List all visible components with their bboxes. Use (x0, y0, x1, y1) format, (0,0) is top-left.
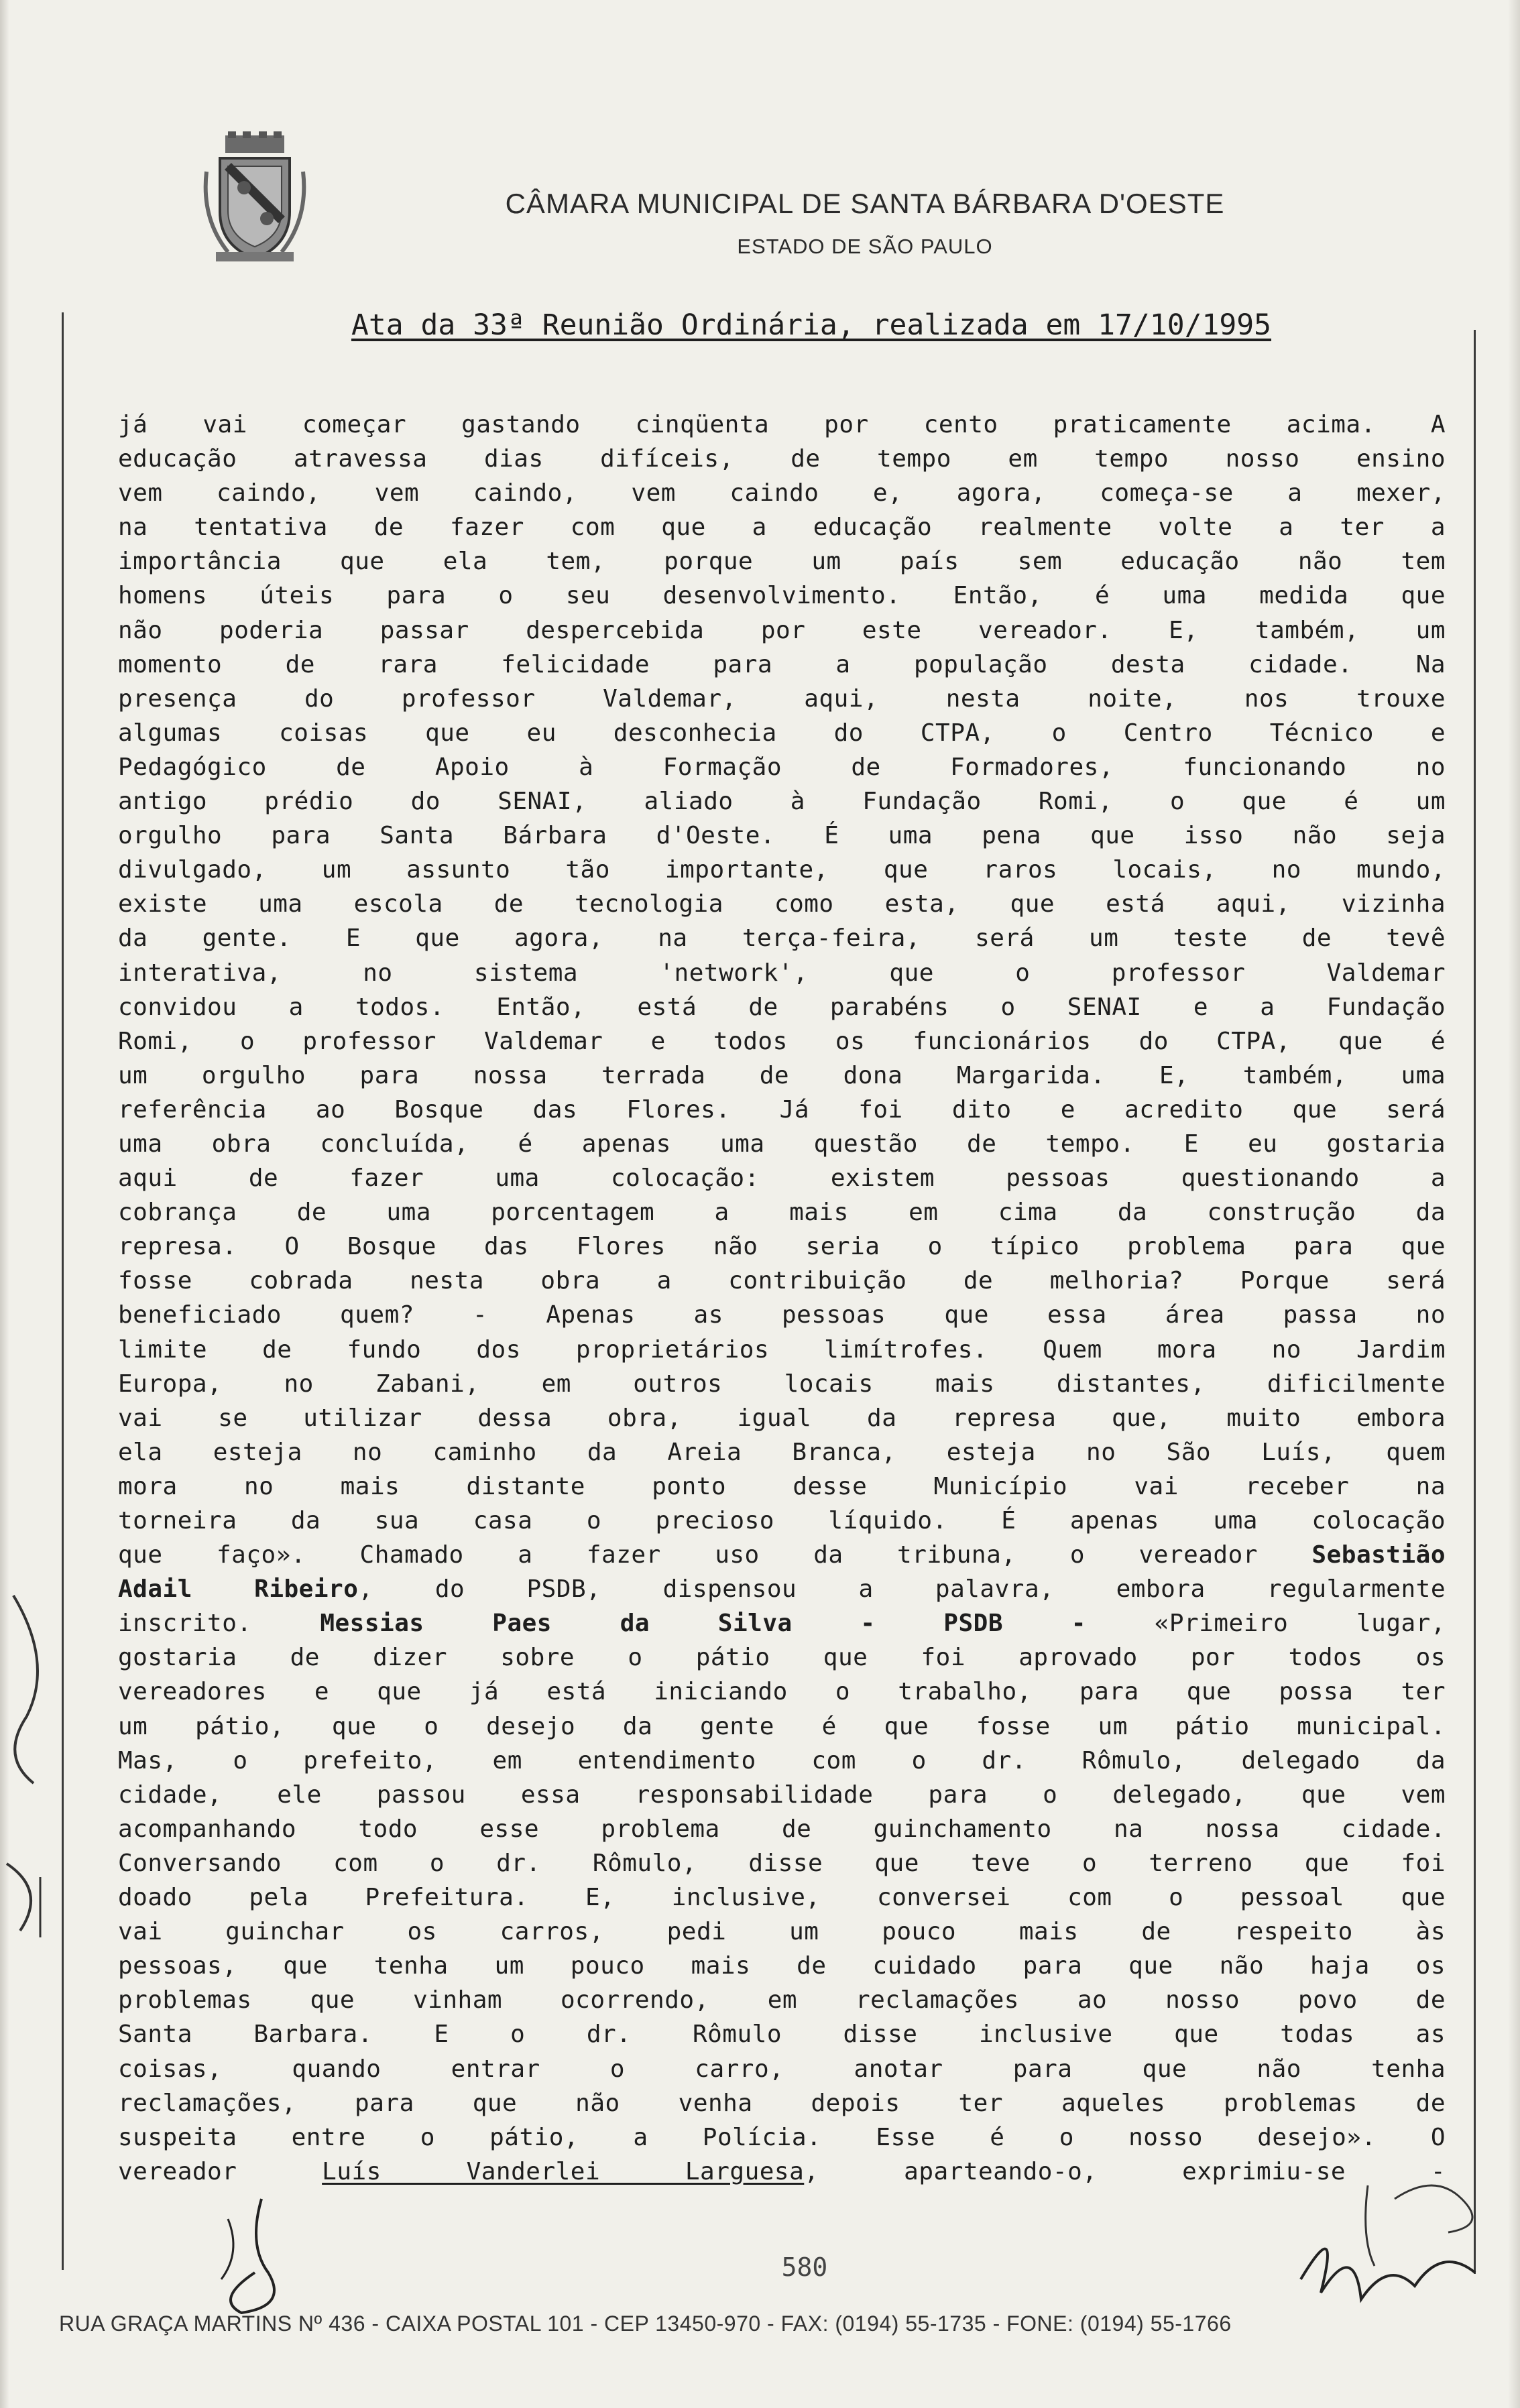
text-line: não poderia passar despercebida por este vereador. E, também, um (118, 616, 1446, 644)
text-line: limite de fundo dos proprietários limítrofes. Quem mora no Jardim (118, 1335, 1446, 1364)
text-line: convidou a todos. Então, está de parabéns o SENAI e a Fundação (118, 993, 1446, 1021)
margin-rule (62, 312, 64, 2270)
text-line: vai se utilizar dessa obra, igual da represa que, muito embora (118, 1404, 1446, 1432)
text-line (118, 1572, 1446, 1606)
text-line: educação atravessa dias difíceis, de tempo em tempo nosso ensino (118, 445, 1446, 473)
text-line: Conversando com o dr. Rômulo, disse que teve o terreno que foi (118, 1849, 1446, 1877)
page-number: 580 (781, 2252, 828, 2282)
page-edge (1508, 0, 1520, 2408)
text-line: suspeita entre o pátio, a Polícia. Esse é o nosso desejo». O (118, 2123, 1446, 2151)
text-line: da gente. E que agora, na terça-feira, será um teste de tevê (118, 924, 1446, 953)
text-line: represa. O Bosque das Flores não seria o típico problema para que (118, 1233, 1446, 1261)
text-line: beneficiado quem? - Apenas as pessoas que essa área passa no (118, 1301, 1446, 1329)
text-line: importância que ela tem, porque um país sem educação não tem (118, 548, 1446, 576)
text-line: Mas, o prefeito, em entendimento com o dr. Rômulo, delegado da (118, 1746, 1446, 1774)
text-line: orgulho para Santa Bárbara d'Oeste. É uma pena que isso não seja (118, 822, 1446, 850)
text-line: interativa, no sistema 'network', que o professor Valdemar (118, 959, 1446, 987)
text-fragment: vereador (118, 2157, 237, 2185)
text-line: Pedagógico de Apoio à Formação de Formadores, funcionando no (118, 753, 1446, 781)
text-line (118, 1606, 1446, 1640)
text-line: mora no mais distante ponto desse Município vai receber na (118, 1472, 1446, 1500)
text-line: um orgulho para nossa terrada de dona Margarida. E, também, uma (118, 1061, 1446, 1089)
text-line: uma obra concluída, é apenas uma questão de tempo. E eu gostaria (118, 1130, 1446, 1158)
text-line: antigo prédio do SENAI, aliado à Fundação Romi, o que é um (118, 788, 1446, 816)
text-line: Romi, o professor Valdemar e todos os funcionários do CTPA, que é (118, 1027, 1446, 1055)
text-line: fosse cobrada nesta obra a contribuição de melhoria? Porque será (118, 1267, 1446, 1295)
text-line: momento de rara felicidade para a população desta cidade. Na (118, 650, 1446, 678)
margin-rule (1474, 330, 1476, 2274)
text-line: cobrança de uma porcentagem a mais em cima da construção da (118, 1199, 1446, 1227)
coat-of-arms-icon (201, 131, 308, 265)
signature-mark-icon (201, 2192, 322, 2320)
footer-address: RUA GRAÇA MARTINS Nº 436 - CAIXA POSTAL 101 - CEP 13450-970 - FAX: (0194) 55-1735 - FONE: (0194) 55-1766 (59, 2311, 1232, 2336)
speaker-name: Adail Ribeiro (118, 1575, 359, 1604)
speaker-name: Luís Vanderlei Larguesa (322, 2157, 805, 2185)
text-line (118, 1538, 1446, 1572)
text-line: torneira da sua casa o precioso líquido. É apenas uma colocação (118, 1507, 1446, 1534)
text-fragment: inscrito. (118, 1610, 252, 1638)
text-line: vai guinchar os carros, pedi um pouco mais de respeito às (118, 1918, 1446, 1946)
institution-name: CÂMARA MUNICIPAL DE SANTA BÁRBARA D'OESTE (505, 188, 1225, 219)
text-line: algumas coisas que eu desconhecia do CTPA, o Centro Técnico e (118, 719, 1446, 747)
text-line: um pátio, que o desejo da gente é que fosse um pátio municipal. (118, 1712, 1446, 1740)
text-fragment: , aparteando-o, exprimiu-se - (804, 2157, 1446, 2185)
institution-state: ESTADO DE SÃO PAULO (737, 235, 993, 258)
text-line: já vai começar gastando cinqüenta por cento praticamente acima. A (118, 411, 1446, 438)
text-line: coisas, quando entrar o carro, anotar para que não tenha (118, 2055, 1446, 2083)
text-line: cidade, ele passou essa responsabilidade para o delegado, que vem (118, 1781, 1446, 1809)
text-line: referência ao Bosque das Flores. Já foi dito e acredito que será (118, 1095, 1446, 1124)
minutes-body (118, 408, 1446, 2189)
document-title: Ata da 33ª Reunião Ordinária, realizada em 17/10/1995 (351, 308, 1272, 342)
text-line: vereadores e que já está iniciando o trabalho, para que possa ter (118, 1678, 1446, 1706)
speaker-name: Sebastião (1311, 1541, 1446, 1569)
text-fragment: «Primeiro lugar, (1154, 1610, 1446, 1638)
speaker-name: Messias Paes da Silva - PSDB - (320, 1610, 1086, 1638)
text-line: problemas que vinham ocorrendo, em reclamações ao nosso povo de (118, 1986, 1446, 2014)
text-line: existe uma escola de tecnologia como esta, que está aqui, vizinha (118, 890, 1446, 918)
text-line: gostaria de dizer sobre o pátio que foi aprovado por todos os (118, 1644, 1446, 1672)
text-line: Santa Barbara. E o dr. Rômulo disse inclusive que todas as (118, 2021, 1446, 2049)
text-line: acompanhando todo esse problema de guinchamento na nossa cidade. (118, 1815, 1446, 1843)
text-line: doado pela Prefeitura. E, inclusive, conversei com o pessoal que (118, 1884, 1446, 1912)
text-line: na tentativa de fazer com que a educação realmente volte a ter a (118, 514, 1446, 542)
text-line: pessoas, que tenha um pouco mais de cuidado para que não haja os (118, 1952, 1446, 1980)
text-line: divulgado, um assunto tão importante, que raros locais, no mundo, (118, 856, 1446, 884)
text-line: vem caindo, vem caindo, vem caindo e, agora, começa-se a mexer, (118, 479, 1446, 507)
text-line (118, 2155, 1446, 2189)
text-line: aqui de fazer uma colocação: existem pessoas questionando a (118, 1164, 1446, 1193)
text-line: homens úteis para o seu desenvolvimento. Então, é uma medida que (118, 582, 1446, 610)
text-fragment: , do PSDB, dispensou a palavra, embora regularmente (358, 1575, 1446, 1604)
text-line: ela esteja no caminho da Areia Branca, esteja no São Luís, quem (118, 1438, 1446, 1466)
text-fragment: que faço». Chamado a fazer uso da tribuna, o vereador (118, 1541, 1312, 1569)
text-line: Europa, no Zabani, em outros locais mais distantes, dificilmente (118, 1370, 1446, 1398)
text-line: presença do professor Valdemar, aqui, nesta noite, nos trouxe (118, 684, 1446, 713)
text-line: reclamações, para que não venha depois ter aqueles problemas de (118, 2089, 1446, 2117)
page-edge (0, 0, 9, 2408)
